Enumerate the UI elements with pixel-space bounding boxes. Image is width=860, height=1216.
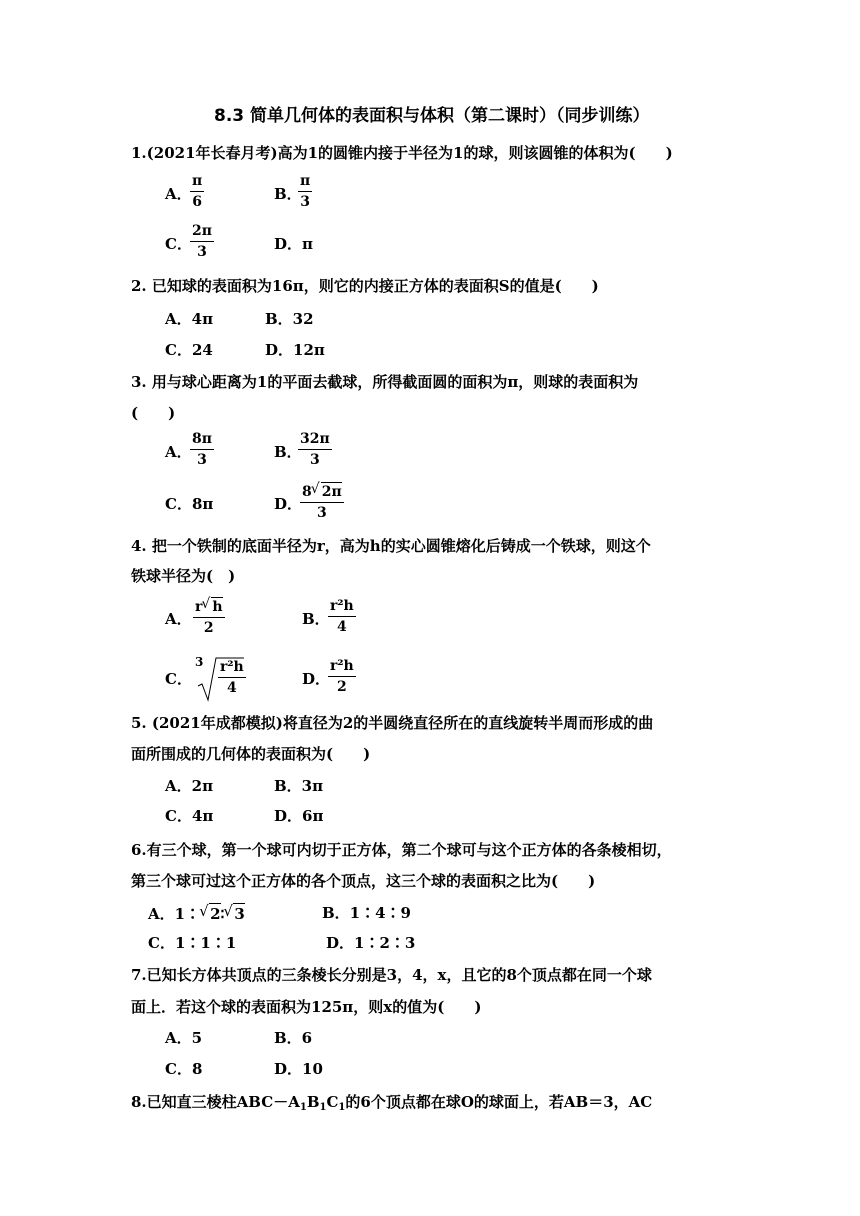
- q4-option-d-label: D．: [302, 670, 331, 688]
- q7-option-b: B．6: [274, 1029, 313, 1047]
- denominator: 3: [197, 452, 207, 468]
- q3-option-d-label: D．: [274, 495, 303, 513]
- denominator: 4: [336, 619, 347, 635]
- numerator: r²h: [328, 597, 356, 617]
- radical: √ 3: [233, 903, 244, 924]
- question-4-stem-line-2: 铁球半径为( ): [131, 567, 236, 585]
- q3-option-b-label: B．: [274, 443, 302, 461]
- q1-option-a-label: A．: [165, 185, 192, 203]
- q6-option-d: D．1∶2∶3: [326, 934, 416, 952]
- q3-option-a-label: A．: [165, 443, 192, 461]
- question-4-stem-line-1: 4. 把一个铁制的底面半径为r，高为h的实心圆锥熔化后铸成一个铁球，则这个: [131, 537, 651, 555]
- denominator: 3: [309, 452, 320, 468]
- q1-option-b-fraction: [298, 172, 312, 211]
- q4-option-c-fraction: [218, 658, 246, 697]
- q2-option-b: B．32: [265, 310, 314, 328]
- q4-option-c-label: C．: [165, 670, 192, 688]
- numerator: r²h: [218, 658, 246, 678]
- q4-option-b-label: B．: [302, 610, 330, 628]
- q2-option-c: C．24: [165, 341, 213, 359]
- q4-option-d-fraction: [328, 657, 356, 696]
- numerator: 2π: [190, 222, 214, 242]
- question-3-stem-line-1: 3. 用与球心距离为1的平面去截球，所得截面圆的面积为π，则球的表面积为: [131, 373, 639, 391]
- question-7-stem-line-1: 7.已知长方体共顶点的三条棱长分别是3，4，x，且它的8个顶点都在同一个球: [131, 966, 652, 984]
- q3-option-a-fraction: [190, 430, 214, 469]
- numerator: [300, 482, 344, 503]
- numerator: [193, 597, 225, 618]
- page-title: 8.3 简单几何体的表面积与体积（第二课时）（同步训练）: [214, 106, 650, 126]
- denominator: 3: [300, 194, 310, 210]
- denominator: 3: [317, 505, 327, 521]
- q2-option-a: A．4π: [165, 310, 214, 328]
- question-6-stem-line-1: 6.有三个球，第一个球可内切于正方体，第二个球可与这个正方体的各条棱相切，: [131, 841, 672, 859]
- q1-option-c-fraction: [190, 222, 214, 261]
- question-7-stem-line-2: 面上．若这个球的表面积为125π，则x的值为( ): [131, 998, 482, 1016]
- q8-stem-start: 8.已知直三棱柱ABC－A: [131, 1093, 300, 1111]
- q5-option-c: C．4π: [165, 807, 214, 825]
- q4-option-a-label: A．: [165, 610, 192, 628]
- q6-option-c: C．1∶1∶1: [148, 934, 237, 952]
- q5-option-a: A．2π: [165, 777, 214, 795]
- q5-option-d: D．6π: [274, 807, 324, 825]
- question-8-stem: [131, 1092, 652, 1118]
- q7-option-c: C．8: [165, 1060, 203, 1078]
- numerator: 32π: [298, 430, 332, 450]
- q1-option-a-fraction: [190, 172, 204, 211]
- q3-option-c: C．8π: [165, 495, 214, 513]
- question-1-stem: 1.(2021年长春月考)高为1的圆锥内接于半径为1的球，则该圆锥的体积为( ): [131, 144, 673, 162]
- radical: √ 2: [209, 903, 220, 924]
- subscript: 1: [319, 1102, 327, 1113]
- numerator: π: [298, 172, 312, 192]
- numerator: π: [190, 172, 204, 192]
- coefficient: r: [195, 599, 203, 615]
- question-5-stem-line-1: 5. (2021年成都模拟)将直径为2的半圆绕直径所在的直线旋转半周而形成的曲: [131, 714, 654, 732]
- q7-option-d: D．10: [274, 1060, 323, 1078]
- radical: √ h: [211, 597, 222, 616]
- q6-option-a-prefix: A．1∶: [148, 905, 201, 923]
- ratio-separator: ∶: [220, 905, 225, 923]
- q1-option-b-label: B．: [274, 185, 302, 203]
- denominator: 2: [203, 620, 214, 636]
- question-3-stem-line-2: ( ): [131, 404, 176, 422]
- denominator: 6: [192, 194, 202, 210]
- q4-option-a-fraction: [193, 597, 225, 637]
- q5-option-b: B．3π: [274, 777, 324, 795]
- denominator: 3: [197, 244, 207, 260]
- q6-option-a: [148, 903, 245, 924]
- question-2-stem: 2. 已知球的表面积为16π，则它的内接正方体的表面积S的值是( ): [131, 277, 599, 295]
- q3-option-d-fraction: [300, 482, 344, 522]
- q4-option-b-fraction: [328, 597, 356, 636]
- q8-stem-end: 的6个顶点都在球O的球面上，若AB＝3，AC: [345, 1093, 653, 1111]
- vertex-label: C: [326, 1093, 339, 1111]
- question-6-stem-line-2: 第三个球可过这个正方体的各个顶点，这三个球的表面积之比为( ): [131, 872, 596, 890]
- q2-option-d: D．12π: [265, 341, 325, 359]
- q6-option-b: B．1∶4∶9: [322, 904, 411, 922]
- root-index: 3: [195, 655, 204, 669]
- denominator: 2: [336, 679, 347, 695]
- vertex-label: B: [306, 1093, 320, 1111]
- subscript: 1: [299, 1102, 307, 1113]
- q3-option-b-fraction: [298, 430, 332, 469]
- coefficient: 8: [302, 484, 312, 500]
- q7-option-a: A．5: [165, 1029, 203, 1047]
- radical: √ 2π: [321, 482, 342, 501]
- q1-option-c-label: C．: [165, 235, 192, 253]
- q1-option-d: D．π: [274, 235, 313, 253]
- numerator: r²h: [328, 657, 356, 677]
- question-5-stem-line-2: 面所围成的几何体的表面积为( ): [131, 745, 371, 763]
- denominator: 4: [226, 680, 237, 696]
- subscript: 1: [338, 1102, 346, 1113]
- numerator: 8π: [190, 430, 214, 450]
